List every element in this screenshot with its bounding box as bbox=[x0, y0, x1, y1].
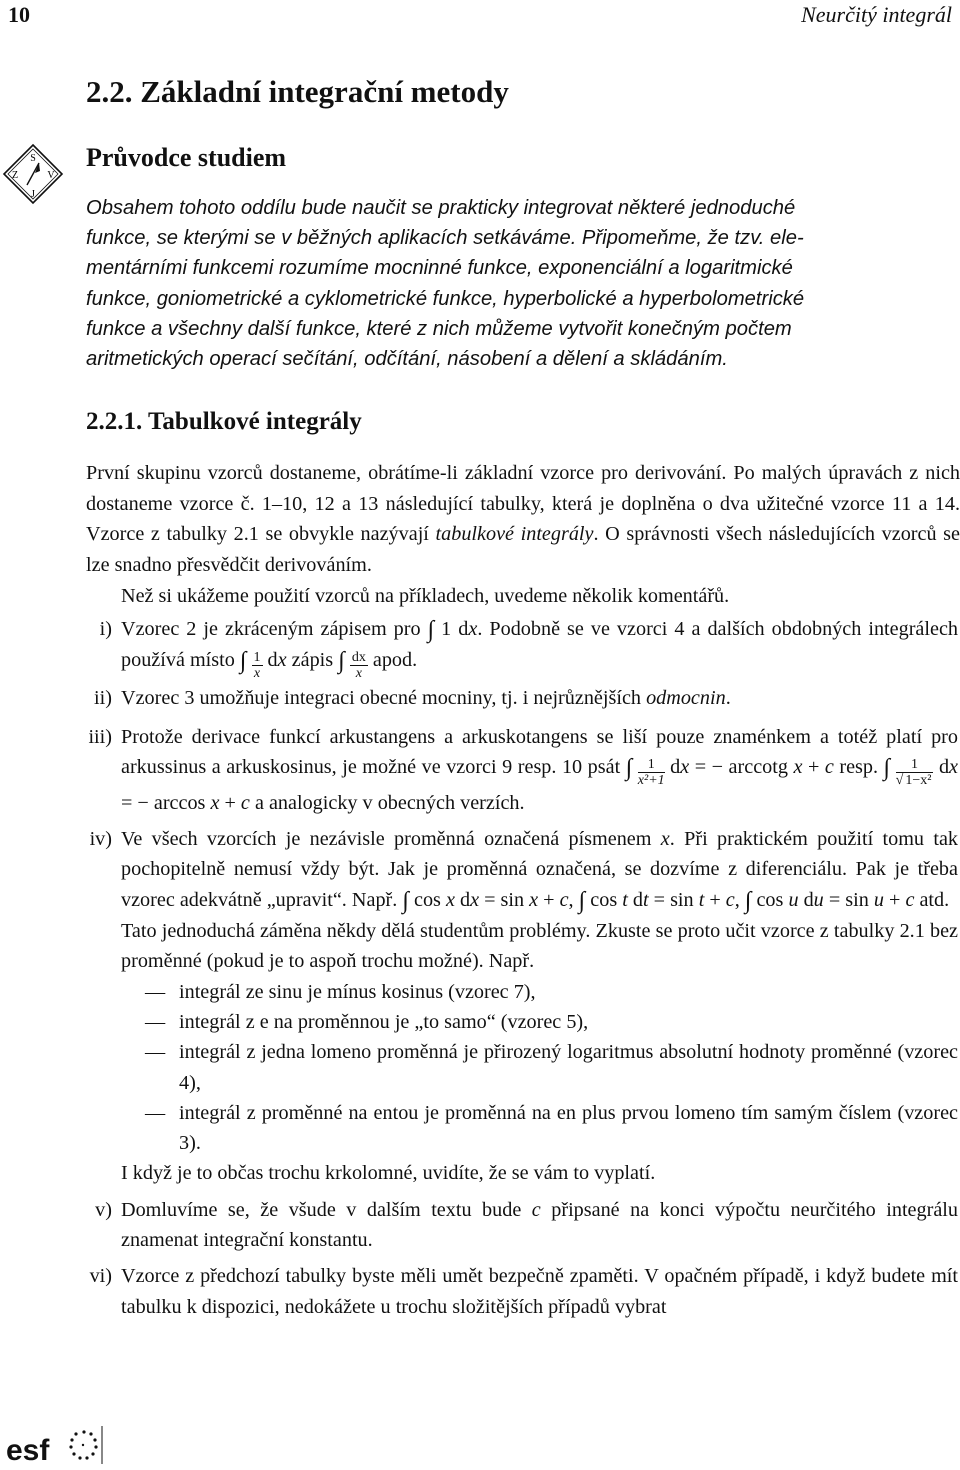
subsection-title: 2.2.1. Tabulkové integrály bbox=[86, 408, 362, 435]
page-number: 10 bbox=[8, 2, 30, 27]
item-label: iii) bbox=[88, 725, 112, 748]
study-guide-text bbox=[86, 193, 960, 374]
item-paragraph: I když je to občas trochu krkolomné, uvidíte, že se vám to vyplatí. bbox=[121, 1162, 656, 1185]
dash-item: — integrál z jedna lomeno proměnná je přirozený logaritmus absolutní hodnoty proměnné (vzorec 4), bbox=[145, 1041, 958, 1094]
running-title: Neurčitý integrál bbox=[801, 2, 952, 27]
item-paragraph: Tato jednoduchá záměna někdy dělá studentům problémy. Zkuste se proto učit vzorce z tabulky 2.1 bez proměnné (pokud je to aspoň trochu možné). Např. bbox=[121, 920, 958, 973]
item-label: v) bbox=[95, 1198, 112, 1221]
dash-item: — integrál z proměnné na entou je proměnná na en plus prvou lomeno tím samým číslem (vzorec 3). bbox=[145, 1101, 958, 1155]
list-item: ii) Vzorec 3 umožňuje integraci obecné mocniny, tj. i nejrůznějších odmocnin. bbox=[0, 683, 958, 713]
guide-line: funkce, goniometrické a cyklometrické funkce, hyperbolické a hyperbolometrické bbox=[86, 287, 805, 310]
list-item: vi) Vzorce z předchozí tabulky byste měli umět bezpečně zpaměti. V opačném případě, i když budete mít tabulku k dispozici, nedokážete u trochu složitějších případů vybrat bbox=[0, 1261, 958, 1322]
fraction: $\frac{1}{\text{x²+1}}$ bbox=[637, 756, 665, 788]
fraction: $\frac{1}{x}$ bbox=[253, 650, 261, 682]
guide-line: mentárními funkcemi rozumíme mocninné funkce, exponenciální a logaritmické bbox=[86, 257, 793, 280]
dash-item: — integrál z e na proměnnou je „to samo“ (vzorec 5), bbox=[145, 1010, 589, 1033]
intro-paragraph: První skupinu vzorců dostaneme, obrátíme-li základní vzorce pro derivování. Po malých úpravách z nich dostaneme vzorce č. 1–10, 12 a 13 následující tabulky, která je doplněna o dva užitečné vzorce 11 a 14. Vzorce z tabulky 2.1 se obvykle nazývají tabulkové integrály. O správnosti všech následujících vzorců se lze snadno přesvědčit derivováním. bbox=[86, 462, 960, 577]
comment-list bbox=[0, 614, 960, 1322]
esf-logo-text: esf bbox=[6, 1434, 50, 1466]
guide-line: aritmetických operací sečítání, odčítání, násobení a dělení a skládáním. bbox=[86, 348, 728, 371]
item-label: i) bbox=[99, 618, 112, 640]
list-item: iii) Protože derivace funkcí arkustangens a arkuskotangens se liší pouze znaménkem a totéž platí pro arkussinus a arkuskosinus, je možné ve vzorci 9 resp. 10 psát ∫ $\frac{1}{\text{x²+1}}$ dx = − arccotg x + c resp. ∫ $\frac{1}{\text{√ 1−x²}}$ dx = − arccos x + c a analogicky v obecných verzích. bbox=[0, 722, 958, 819]
fraction: $\frac{dx}{x}$ bbox=[351, 650, 366, 682]
fraction: $\frac{1}{\text{√ 1−x²}}$ bbox=[895, 756, 932, 788]
item-label: ii) bbox=[94, 687, 112, 710]
list-item: iv) Ve všech vzorcích je nezávisle proměnná označená písmenem x. Při praktickém použití tomu tak pochopitelně nemusí vždy být. Jak je proměnná označená, se dozvíme z diferenciálu. Pak je třeba vzorec adekvátně „upravit“. Např. ∫ cos x dx = sin x + c, ∫ cos t dt = sin t + c, ∫ cos u du = sin u + c atd. Tato jednoduchá záměna někdy dělá studentům problémy. Zkuste se proto učit vzorce z tabulky 2.1 bez proměnné (pokud je to aspoň trochu možné). Např. — integrál ze sinu je mínus kosinus (vzorec 7), — integrál z e na proměnnou je „to samo“ (vzorec 5), — integrál z jedna lomeno proměnná je přirozený logaritmus absolutní hodnoty proměnné (vzorec 4), — integrál z proměnné na entou je proměnná na en plus prvou lomeno tím samým číslem (vzorec 3). I když je to občas trochu krkolomné, uvidíte, že se vám to vyplatí. bbox=[0, 824, 958, 1189]
section-title: 2.2. Základní integrační metody bbox=[86, 74, 509, 109]
item-label: vi) bbox=[89, 1265, 112, 1288]
compass-letter-z: Z bbox=[11, 170, 19, 181]
guide-line: Obsahem tohoto oddílu bude naučit se prakticky integrovat některé jednoduché bbox=[86, 197, 796, 219]
compass-letter-j: J bbox=[31, 189, 35, 200]
compass-letter-s: S bbox=[30, 153, 36, 164]
compass-letter-v: V bbox=[47, 170, 55, 181]
intro-paragraph: Než si ukážeme použití vzorců na příkladech, uvedeme několik komentářů. bbox=[121, 584, 730, 607]
running-header bbox=[8, 2, 952, 28]
study-guide-title: Průvodce studiem bbox=[86, 143, 287, 172]
dash-item: — integrál ze sinu je mínus kosinus (vzorec 7), bbox=[145, 980, 536, 1003]
guide-line: funkce, se kterými se v běžných aplikacích setkáváme. Připomeňme, že tzv. ele- bbox=[86, 227, 804, 250]
compass-icon bbox=[2, 143, 64, 205]
intro-text bbox=[86, 458, 960, 612]
esf-logo bbox=[4, 1424, 104, 1466]
item-label: iv) bbox=[89, 828, 112, 851]
list-item: i) Vzorec 2 je zkráceným zápisem pro ∫ 1 dx. Podobně se ve vzorci 4 a dalších obdobných integrálech používá místo ∫ $\frac{1}{x}$ dx zápis ∫ $\frac{dx}{x}$ apod. bbox=[0, 614, 958, 681]
list-item: v) Domluvíme se, že všude v dalším textu bude c připsané na konci výpočtu neurčitého integrálu znamenat integrační konstantu. bbox=[0, 1195, 958, 1256]
guide-line: funkce a všechny další funkce, které z nich můžeme vytvořit konečným počtem bbox=[86, 317, 792, 340]
